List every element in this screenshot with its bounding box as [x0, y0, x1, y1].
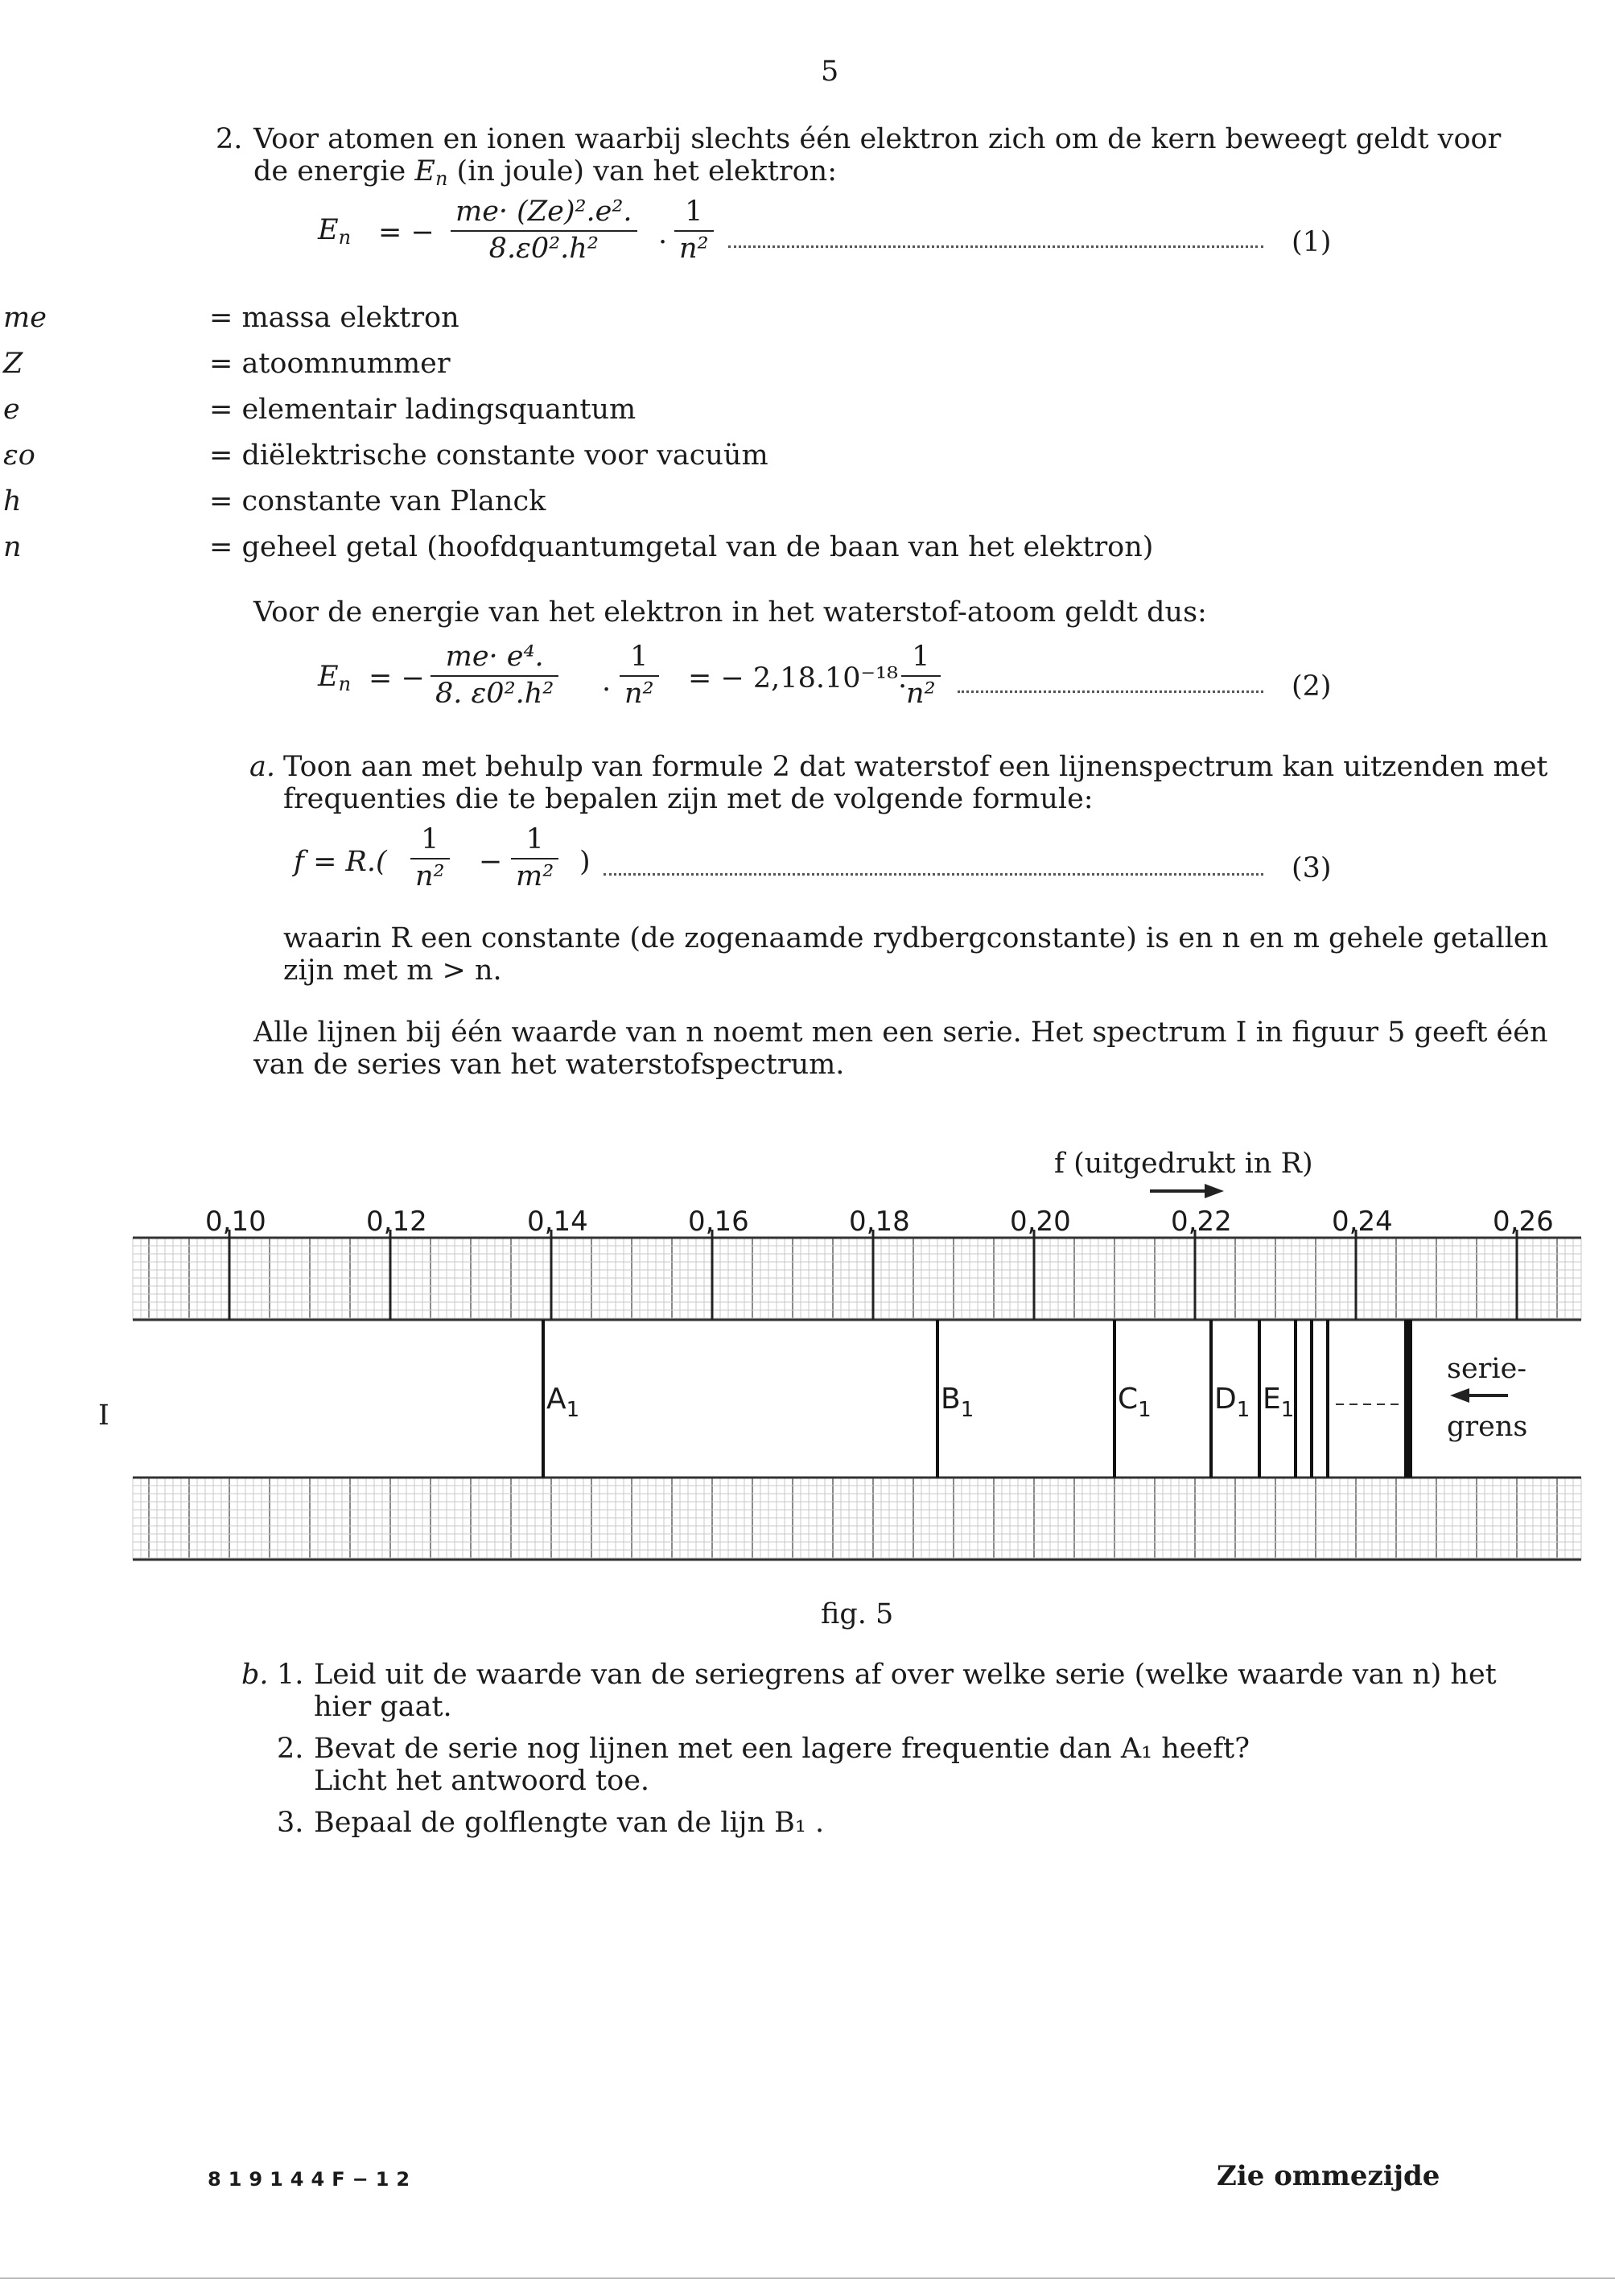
formula-2-label: (2)	[1292, 670, 1332, 703]
formula-2-factor2-num: 1	[901, 640, 941, 677]
definition-text: = geheel getal (hoofdquantumgetal van de baan van het elektron)	[209, 531, 1154, 563]
part-a-after-line1: waarin R een constante (de zogenaamde rydbergconstante) is en n en m gehele getallen	[283, 922, 1549, 954]
spectral-line-label: $A_1$	[546, 1383, 580, 1422]
formula-3-label: (3)	[1292, 852, 1332, 884]
formula-2-dot: .	[602, 666, 612, 698]
formula-1-numerator: me· (Ze)².e².	[451, 195, 637, 232]
formula-3-frac2-num: 1	[511, 822, 558, 859]
formula-2-denominator: 8. ε0².h²	[435, 677, 554, 710]
spectral-line-label: $C_1$	[1118, 1383, 1152, 1422]
spectral-line-label: $E_1$	[1263, 1383, 1295, 1422]
axis-tick-label: 0,18	[849, 1206, 910, 1238]
hydrogen-statement: Voor de energie van het elektron in het waterstof-atoom geldt dus:	[253, 596, 1207, 629]
formula-1-factor-den: n²	[679, 232, 709, 265]
axis-tick-label: 0,16	[688, 1206, 749, 1238]
energy-symbol-f2: E	[318, 661, 339, 693]
part-b-item-2-line1: Bevat de serie nog lijnen met een lagere frequentie dan A₁ heeft?	[314, 1733, 1250, 1765]
figure-caption: fig. 5	[821, 1598, 894, 1630]
part-b-item-1-num: 1.	[277, 1659, 304, 1691]
axis-tick-label: 0,14	[527, 1206, 588, 1238]
formula-2-factor-den: n²	[624, 677, 654, 710]
series-limit-label-2: grens	[1447, 1411, 1528, 1443]
part-b-item-1-line1: Leid uit de waarde van de seriegrens af over welke serie (welke waarde van n) het	[314, 1659, 1497, 1691]
definition-symbol: me	[3, 302, 47, 334]
formula-2-numerator: me· e⁴.	[431, 640, 558, 677]
formula-3-frac1-num: 1	[410, 822, 450, 859]
definition-symbol: εo	[3, 439, 35, 472]
footer-right: Zie ommezijde	[1217, 2160, 1440, 2192]
definition-symbol: e	[3, 394, 20, 426]
definition-text: = elementair ladingsquantum	[209, 394, 637, 426]
footer-code: 819144F−12	[208, 2168, 418, 2191]
definition-text: = massa elektron	[209, 302, 459, 334]
part-a-letter: a.	[249, 751, 275, 783]
energy-sub-f2: n	[338, 673, 352, 695]
spectrum-label: I	[98, 1399, 109, 1432]
part-b-item-3-num: 3.	[277, 1807, 304, 1839]
formula-3-frac2-den: m²	[516, 859, 554, 892]
definition-symbol: h	[3, 485, 22, 517]
intro-pre: de energie	[253, 155, 415, 188]
page-number: 5	[821, 56, 839, 88]
definition-text: = atoomnummer	[209, 348, 451, 380]
axis-tick-label: 0,12	[366, 1206, 427, 1238]
formula-2-value: = − 2,18.10⁻¹⁸.	[688, 662, 908, 695]
series-line1: Alle lijnen bij één waarde van n noemt men een serie. Het spectrum I in figuur 5 geeft één	[253, 1016, 1548, 1049]
axis-tick-label: 0,26	[1493, 1206, 1554, 1238]
formula-1-factor-num: 1	[674, 195, 714, 232]
definition-text: = constante van Planck	[209, 485, 546, 517]
energy-symbol-f1: E	[318, 214, 339, 246]
formula-3-minus: −	[479, 846, 503, 878]
axis-tick-label: 0,10	[205, 1206, 266, 1238]
formula-3-lhs: f = R.(	[294, 846, 387, 878]
definition-symbol: Z	[3, 348, 23, 380]
intro-post: (in joule) van het elektron:	[447, 155, 837, 188]
part-b-item-3-line1: Bepaal de golflengte van de lijn B₁ .	[314, 1807, 825, 1839]
page-edge	[0, 2277, 1615, 2279]
series-limit-arrow-icon	[1448, 1386, 1513, 1405]
formula-2-equals: = −	[369, 662, 425, 695]
part-a-line1: Toon aan met behulp van formule 2 dat waterstof een lijnenspectrum kan uitzenden met	[283, 751, 1548, 783]
formula-1-equals: = −	[378, 216, 435, 249]
part-a-line2: frequenties die te bepalen zijn met de volgende formule:	[283, 783, 1094, 815]
spectral-line-label: $B_1$	[941, 1383, 974, 1422]
definition-text: = diëlektrische constante voor vacuüm	[209, 439, 768, 472]
question-intro-line1: Voor atomen en ionen waarbij slechts één elektron zich om de kern beweegt geldt voor	[253, 123, 1502, 155]
question-number: 2.	[216, 123, 243, 155]
part-b-item-2-line2: Licht het antwoord toe.	[314, 1765, 650, 1797]
formula-3-close: )	[579, 846, 591, 878]
part-b-item-2-num: 2.	[277, 1733, 304, 1765]
axis-tick-label: 0,20	[1010, 1206, 1071, 1238]
formula-3-frac1-den: n²	[415, 859, 445, 892]
series-line2: van de series van het waterstofspectrum.	[253, 1049, 845, 1081]
formula-1-dot: .	[658, 218, 668, 250]
energy-symbol: E	[414, 155, 435, 188]
series-limit-line	[1404, 1320, 1412, 1478]
formula-2-factor-num: 1	[620, 640, 659, 677]
formula-1-label: (1)	[1292, 226, 1332, 258]
definition-symbol: n	[3, 531, 22, 563]
series-limit-label-1: serie-	[1447, 1353, 1527, 1385]
part-b-letter: b.	[241, 1659, 269, 1691]
axis-tick-label: 0,22	[1171, 1206, 1232, 1238]
axis-tick-label: 0,24	[1332, 1206, 1393, 1238]
spectral-line-label: $D_1$	[1214, 1383, 1250, 1422]
energy-sub-f1: n	[338, 226, 352, 249]
part-a-after-line2: zijn met m > n.	[283, 954, 502, 987]
axis-label: f (uitgedrukt in R)	[1054, 1148, 1313, 1180]
energy-subscript: n	[435, 167, 448, 190]
part-b-item-1-line2: hier gaat.	[314, 1691, 452, 1723]
formula-1-denominator: 8.ε0².h²	[488, 232, 599, 265]
formula-2-factor2-den: n²	[906, 677, 936, 710]
